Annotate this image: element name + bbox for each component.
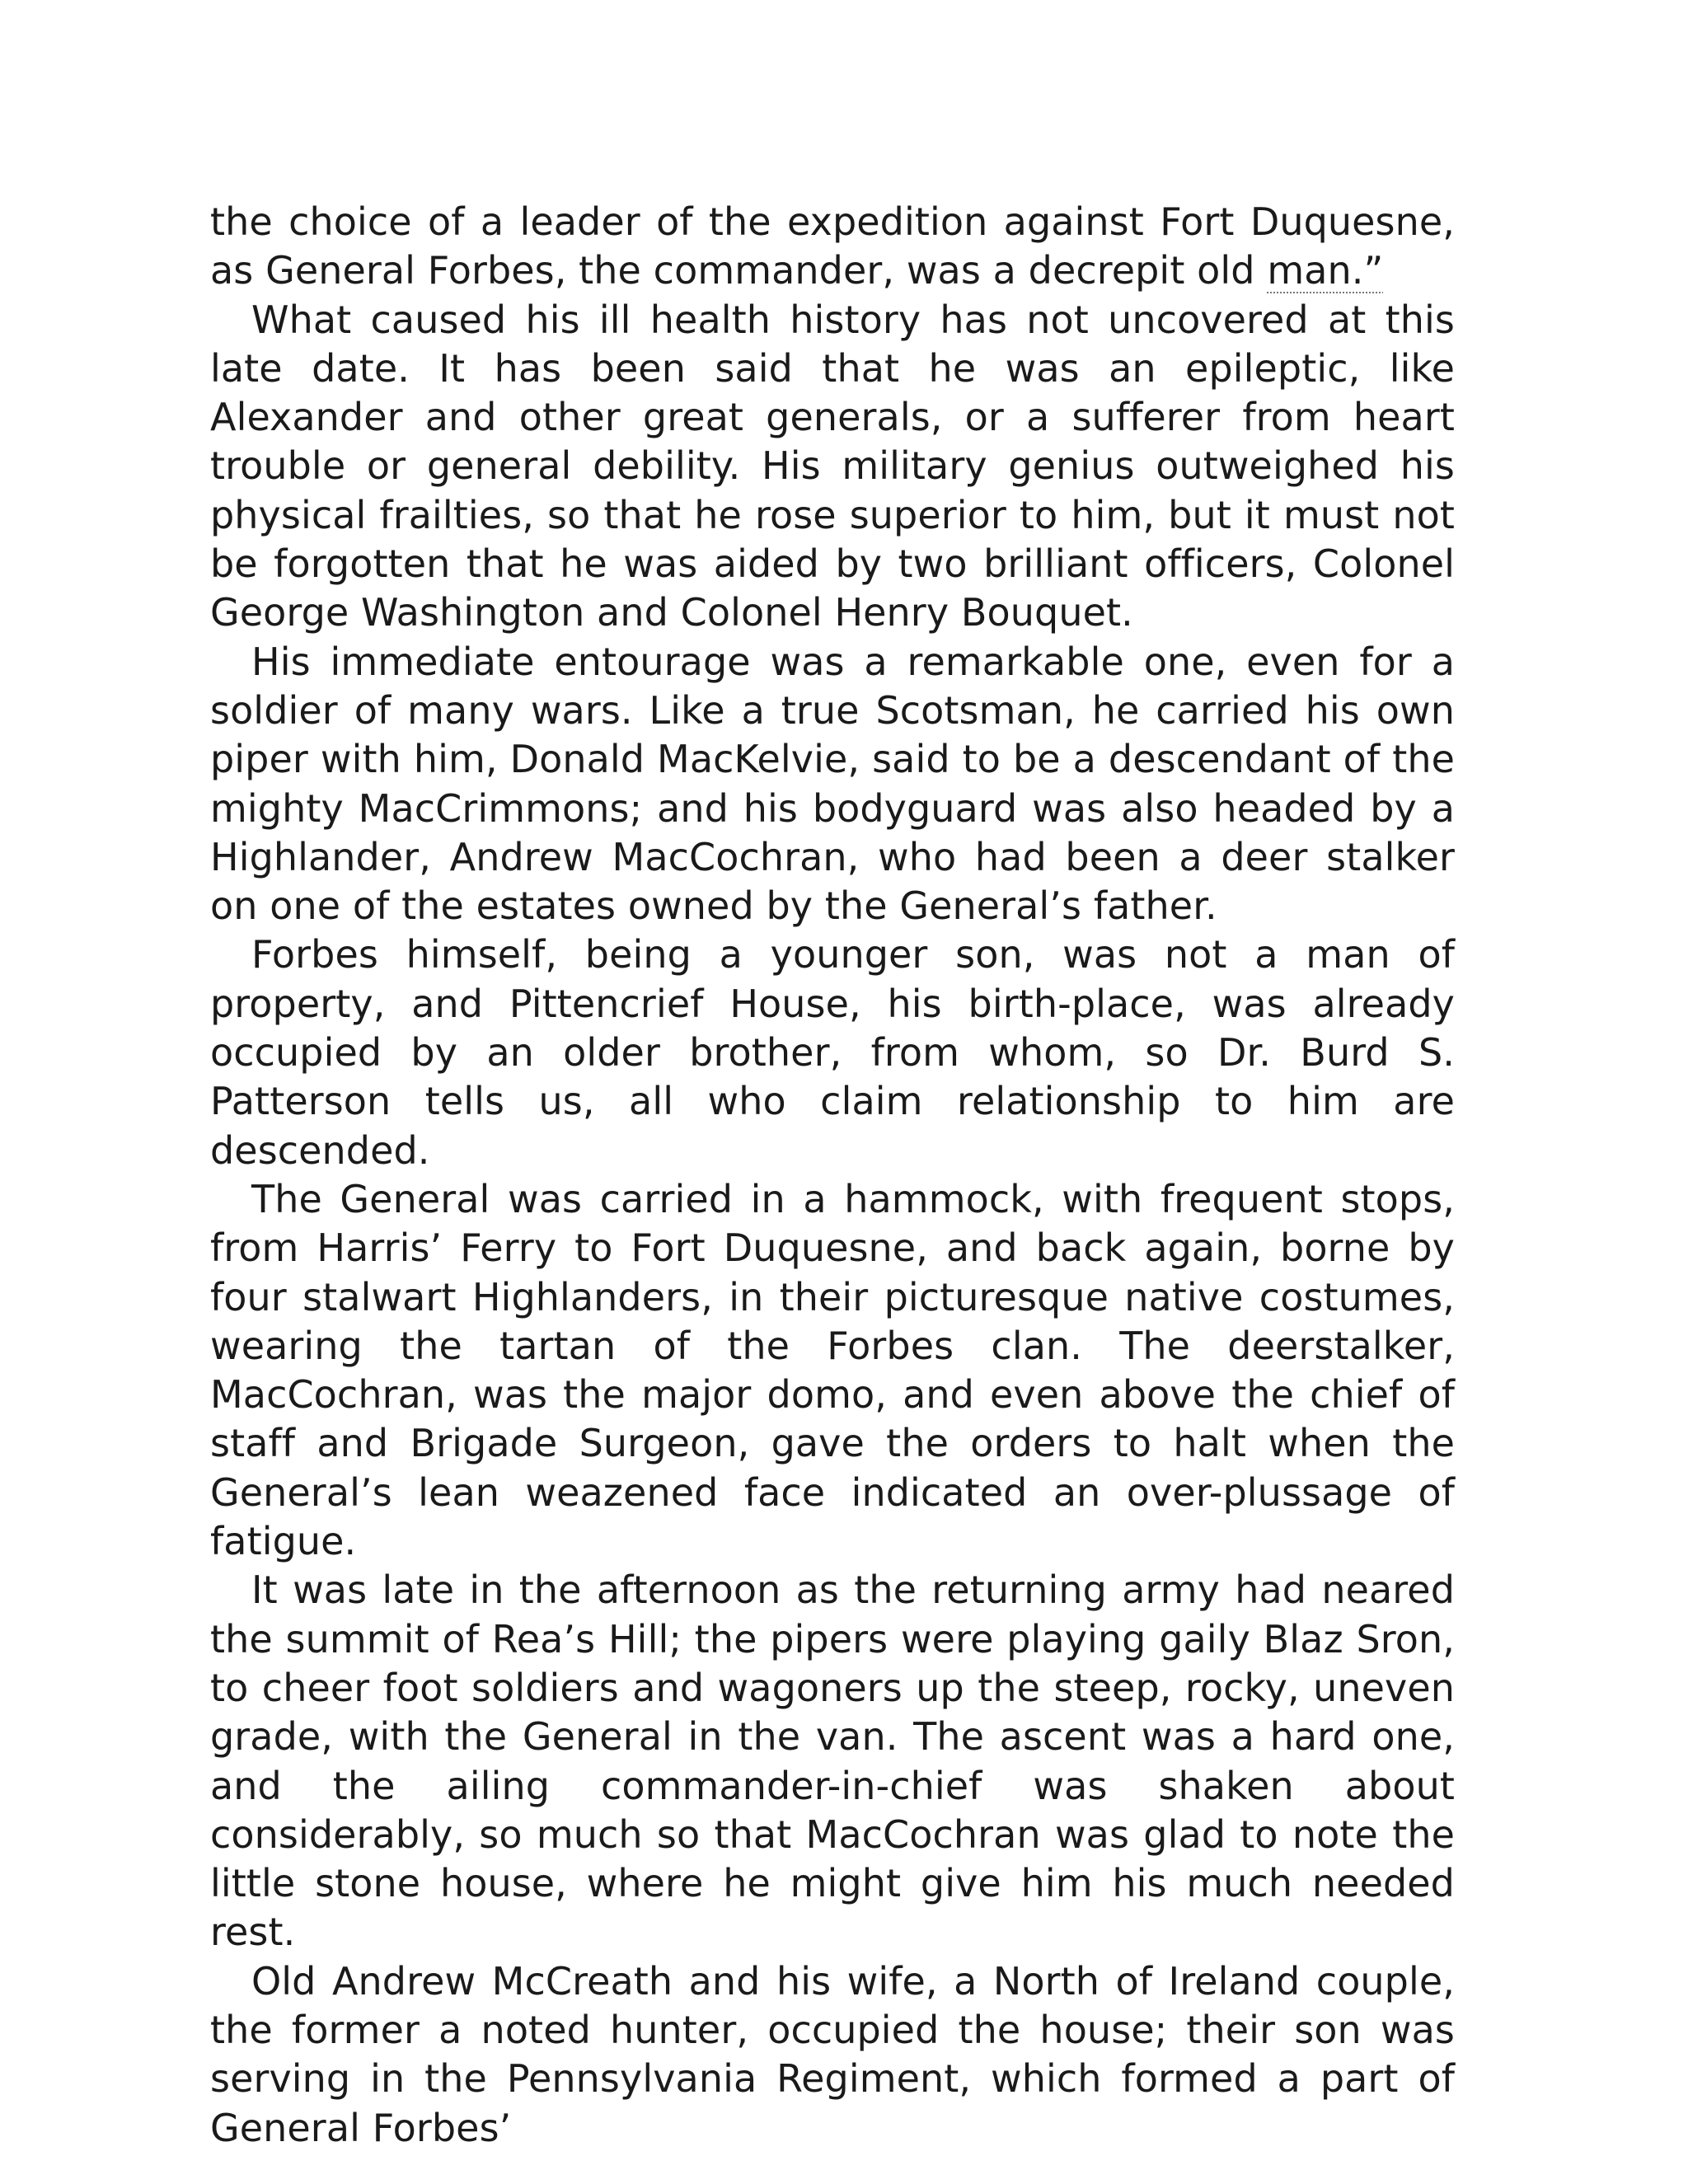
paragraph-3: His immediate entourage was a remarkable one, even for a soldier of many wars. Like a true Scotsman, he carried his own piper with him, Donald MacKelvie, said to be a descendant of the mighty MacCrimmons; and his bodyguard was also headed by a Highlander, Andrew MacCochran, who had been a deer stalker on one of the estates owned by the General’s father.: [210, 639, 1455, 929]
paragraph-6: It was late in the afternoon as the returning army had neared the summit of Rea’s Hill; the pipers were playing gaily Blaz Sron, to cheer foot soldiers and wagoners up the steep, rocky, uneven grade, with the General in the van. The ascent was a hard one, and the ailing commander-in-chief was shaken about considerably, so much so that MacCochran was glad to note the little stone house, where he might give him his much needed rest.: [210, 1568, 1455, 1955]
paragraph-1-tail: man.”: [1267, 248, 1384, 293]
page-body: [210, 198, 1455, 2153]
paragraph-2: What caused his ill health history has not uncovered at this late date. It has been said that he was an epileptic, like Alexander and other great generals, or a sufferer from heart trouble or general debility. His military genius outweighed his physical frailties, so that he rose superior to him, but it must not be forgotten that he was aided by two brilliant officers, Colonel George Washington and Colonel Henry Bouquet.: [210, 297, 1455, 635]
paragraph-1-text: the choice of a leader of the expedition against Fort Duquesne, as General Forbes, the commander, was a decrepit old: [210, 199, 1455, 293]
paragraph-4: Forbes himself, being a younger son, was not a man of property, and Pittencrief House, his birth-place, was already occupied by an older brother, from whom, so Dr. Burd S. Patterson tells us, all who claim relationship to him are descended.: [210, 932, 1455, 1173]
paragraph-7: Old Andrew McCreath and his wife, a North of Ireland couple, the former a noted hunter, occupied the house; their son was serving in the Pennsylvania Regiment, which formed a part of General Forbes’: [210, 1958, 1455, 2150]
paragraph-1: [210, 198, 1455, 296]
paragraph-5: The General was carried in a hammock, with frequent stops, from Harris’ Ferry to Fort Duquesne, and back again, borne by four stalwart Highlanders, in their picturesque native costumes, wearing the tartan of the Forbes clan. The deerstalker, MacCochran, was the major domo, and even above the chief of staff and Brigade Surgeon, gave the orders to halt when the General’s lean weazened face indicated an over-plussage of fatigue.: [210, 1176, 1455, 1564]
